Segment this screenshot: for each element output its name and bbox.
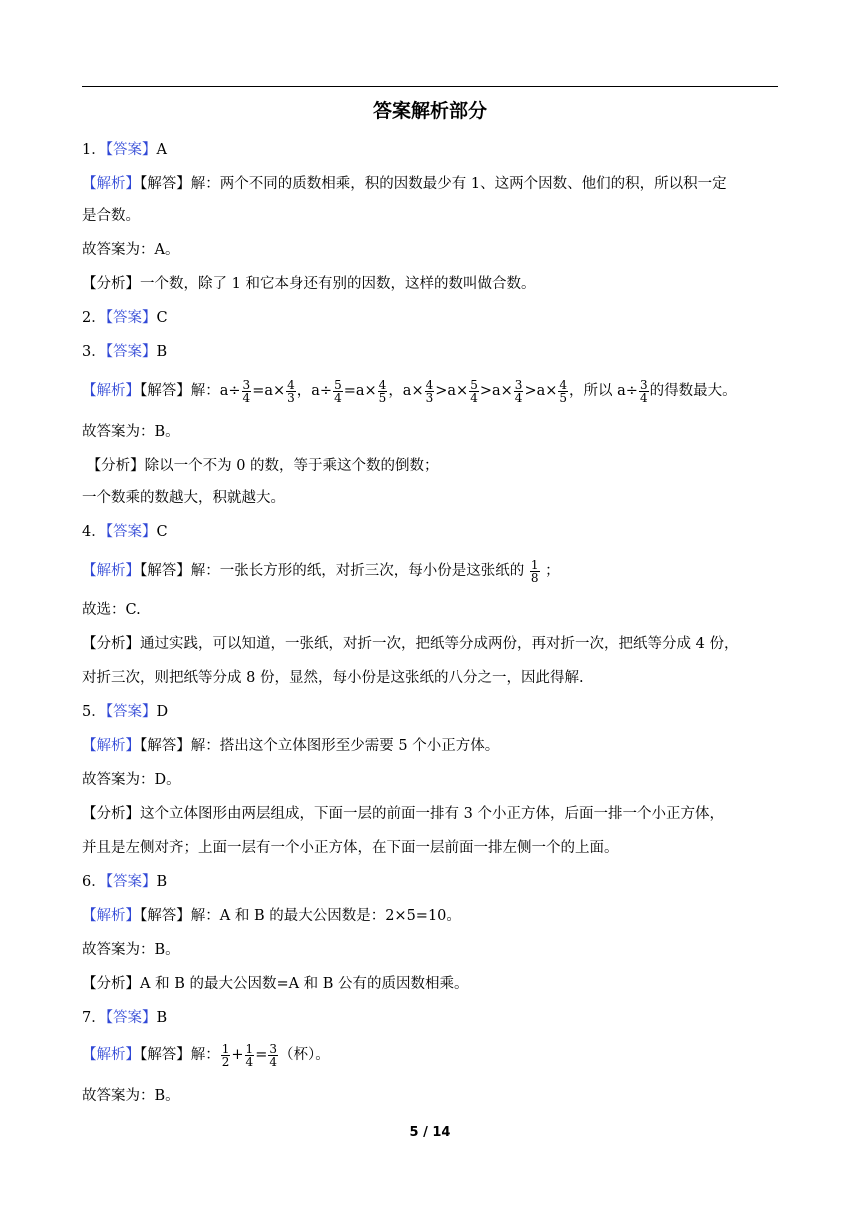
- jieda-label: 【解答】: [140, 908, 191, 924]
- jieda-label: 【解答】: [140, 738, 191, 754]
- denominator: 4: [514, 390, 523, 405]
- denominator: 4: [470, 390, 478, 405]
- denominator: 4: [242, 390, 251, 405]
- fraction: [425, 379, 435, 404]
- answer-label: 【答案】: [105, 1010, 157, 1026]
- expr-text: >a×: [524, 383, 558, 399]
- denominator: 2: [221, 1054, 230, 1069]
- jiexi-label: 【解析】: [82, 738, 140, 754]
- answer-label: 【答案】: [105, 704, 157, 720]
- q4-jiexi: [82, 558, 782, 584]
- q3-final: 故答案为：B。: [82, 424, 180, 440]
- page-title: 答案解析部分: [372, 100, 487, 122]
- fraction: [242, 379, 252, 404]
- expr-text: ，所以 a÷: [569, 383, 638, 399]
- q6-final: 故答案为：B。: [82, 942, 180, 958]
- denominator: 4: [269, 1054, 277, 1069]
- fenxi-label: 【分析】: [82, 276, 140, 292]
- answer-label: 【答案】: [105, 310, 157, 326]
- answer-value: B: [156, 344, 168, 360]
- denominator: 8: [530, 570, 539, 585]
- numerator: 5: [334, 377, 342, 392]
- fraction: [378, 379, 388, 404]
- q6-fenxi: [82, 974, 782, 994]
- fraction: [221, 1043, 231, 1068]
- question-number: 4．: [82, 524, 106, 540]
- q3-answer: [82, 342, 782, 362]
- q3-jiexi: [82, 378, 782, 404]
- jiexi-label: 【解析】: [82, 176, 140, 192]
- q1-explanation-line1: 解：两个不同的质数相乘，积的因数最少有 1、这两个因数、他们的积，所以积一定: [190, 176, 727, 192]
- q4-fenxi: [82, 634, 782, 654]
- jiexi-label: 【解析】: [82, 383, 140, 399]
- page-number: 5 / 14: [409, 1125, 451, 1140]
- question-number: 1．: [82, 142, 106, 158]
- denominator: 4: [639, 390, 648, 405]
- fraction: [286, 379, 296, 404]
- answer-label: 【答案】: [105, 874, 157, 890]
- q7-answer: [82, 1008, 782, 1028]
- answer-value: C: [156, 524, 168, 540]
- numerator: 4: [425, 377, 434, 392]
- q1-explanation-line2: 是合数。: [82, 208, 140, 224]
- q1-fenxi: [82, 274, 782, 294]
- q5-analysis-line1: 这个立体图形由两层组成，下面一层的前面一排有 3 个小正方体，后面一排一个小正方体，: [140, 806, 724, 822]
- q5-explanation: 解：搭出这个立体图形至少需要 5 个小正方体。: [190, 738, 500, 754]
- numerator: 4: [287, 377, 295, 392]
- q3-analysis-line2: 一个数乘的数越大，积就越大。: [82, 490, 285, 506]
- expr-text: >a×: [435, 383, 469, 399]
- question-number: 3．: [82, 344, 106, 360]
- top-rule: [82, 86, 778, 87]
- expr-text: =a×: [252, 383, 286, 399]
- jiexi-label: 【解析】: [82, 563, 140, 579]
- q4-analysis-line1: 通过实践，可以知道，一张纸，对折一次，把纸等分成两份，再对折一次，把纸等分成 4 份，: [140, 636, 739, 652]
- expr-text: 解：a÷: [190, 383, 241, 399]
- expr-text: 解：: [190, 1047, 220, 1063]
- jiexi-label: 【解析】: [82, 908, 140, 924]
- denominator: 4: [334, 390, 342, 405]
- q6-answer: [82, 872, 782, 892]
- question-number: 5．: [82, 704, 106, 720]
- q5-analysis-line2: 并且是左侧对齐；上面一层有一个小正方体，在下面一层前面一排左侧一个的上面。: [82, 840, 619, 856]
- q4-final: 故选：C.: [82, 602, 141, 618]
- plus-sign: +: [231, 1047, 244, 1063]
- fraction: [514, 379, 524, 404]
- expr-text: ，a×: [388, 383, 424, 399]
- fraction: [558, 379, 568, 404]
- denominator: 5: [559, 390, 568, 405]
- fenxi-label: 【分析】: [86, 458, 145, 474]
- expr-text: >a×: [479, 383, 513, 399]
- q3-fenxi: [82, 456, 782, 476]
- q4-answer: [82, 522, 782, 542]
- fraction: [333, 379, 343, 404]
- jieda-label: 【解答】: [140, 176, 191, 192]
- jieda-label: 【解答】: [140, 383, 191, 399]
- numerator: 1: [245, 1041, 254, 1056]
- q1-analysis: 一个数，除了 1 和它本身还有别的因数，这样的数叫做合数。: [140, 276, 536, 292]
- q1-answer: [82, 140, 782, 160]
- equals-sign: =: [255, 1047, 268, 1063]
- fraction: [530, 559, 540, 584]
- fraction: [639, 379, 649, 404]
- q6-jiexi: [82, 906, 782, 926]
- numerator: 3: [242, 377, 251, 392]
- q1-jiexi: [82, 174, 782, 194]
- fenxi-label: 【分析】: [82, 636, 140, 652]
- q4-analysis-line2: 对折三次，则把纸等分成 8 份，显然，每小份是这张纸的八分之一，因此得解.: [82, 670, 584, 686]
- fenxi-label: 【分析】: [82, 976, 140, 992]
- q3-analysis-line1: 除以一个不为 0 的数，等于乘这个数的倒数；: [144, 458, 439, 474]
- expr-text: （杯）。: [278, 1047, 330, 1063]
- expr-text: 的得数最大。: [649, 383, 737, 399]
- fraction: [245, 1043, 255, 1068]
- answer-value: C: [156, 310, 168, 326]
- question-number: 6．: [82, 874, 106, 890]
- fenxi-label: 【分析】: [82, 806, 140, 822]
- q6-explanation: 解：A 和 B 的最大公因数是：2×5=10。: [190, 908, 461, 924]
- jiexi-label: 【解析】: [82, 1047, 140, 1063]
- answer-value: B: [156, 874, 168, 890]
- q1-final: 故答案为：A。: [82, 242, 180, 258]
- numerator: 1: [221, 1041, 230, 1056]
- q6-analysis: A 和 B 的最大公因数=A 和 B 公有的质因数相乘。: [140, 976, 469, 992]
- denominator: 4: [245, 1054, 254, 1069]
- q7-jiexi: [82, 1042, 782, 1068]
- fraction: [469, 379, 479, 404]
- q5-final: 故答案为：D。: [82, 772, 181, 788]
- question-number: 7．: [82, 1010, 106, 1026]
- q2-answer: [82, 308, 782, 328]
- numerator: 4: [559, 377, 568, 392]
- numerator: 4: [378, 377, 387, 392]
- expr-text: ；: [540, 563, 560, 579]
- fraction: [268, 1043, 278, 1068]
- answer-label: 【答案】: [105, 344, 157, 360]
- numerator: 3: [514, 377, 523, 392]
- q5-jiexi: [82, 736, 782, 756]
- jieda-label: 【解答】: [140, 563, 191, 579]
- numerator: 5: [470, 377, 478, 392]
- numerator: 3: [269, 1041, 277, 1056]
- q5-fenxi: [82, 804, 782, 824]
- answer-value: D: [156, 704, 169, 720]
- q4-explanation: 解：一张长方形的纸，对折三次，每小份是这张纸的: [190, 563, 529, 579]
- denominator: 3: [425, 390, 434, 405]
- answer-value: B: [156, 1010, 168, 1026]
- expr-text: =a×: [343, 383, 377, 399]
- denominator: 5: [378, 390, 387, 405]
- expr-text: ，a÷: [296, 383, 333, 399]
- answer-label: 【答案】: [105, 524, 157, 540]
- answer-label: 【答案】: [105, 142, 157, 158]
- q5-answer: [82, 702, 782, 722]
- answer-value: A: [156, 142, 167, 158]
- q7-final: 故答案为：B。: [82, 1088, 180, 1104]
- denominator: 3: [287, 390, 295, 405]
- jieda-label: 【解答】: [140, 1047, 191, 1063]
- numerator: 3: [639, 377, 648, 392]
- numerator: 1: [530, 557, 539, 572]
- question-number: 2．: [82, 310, 106, 326]
